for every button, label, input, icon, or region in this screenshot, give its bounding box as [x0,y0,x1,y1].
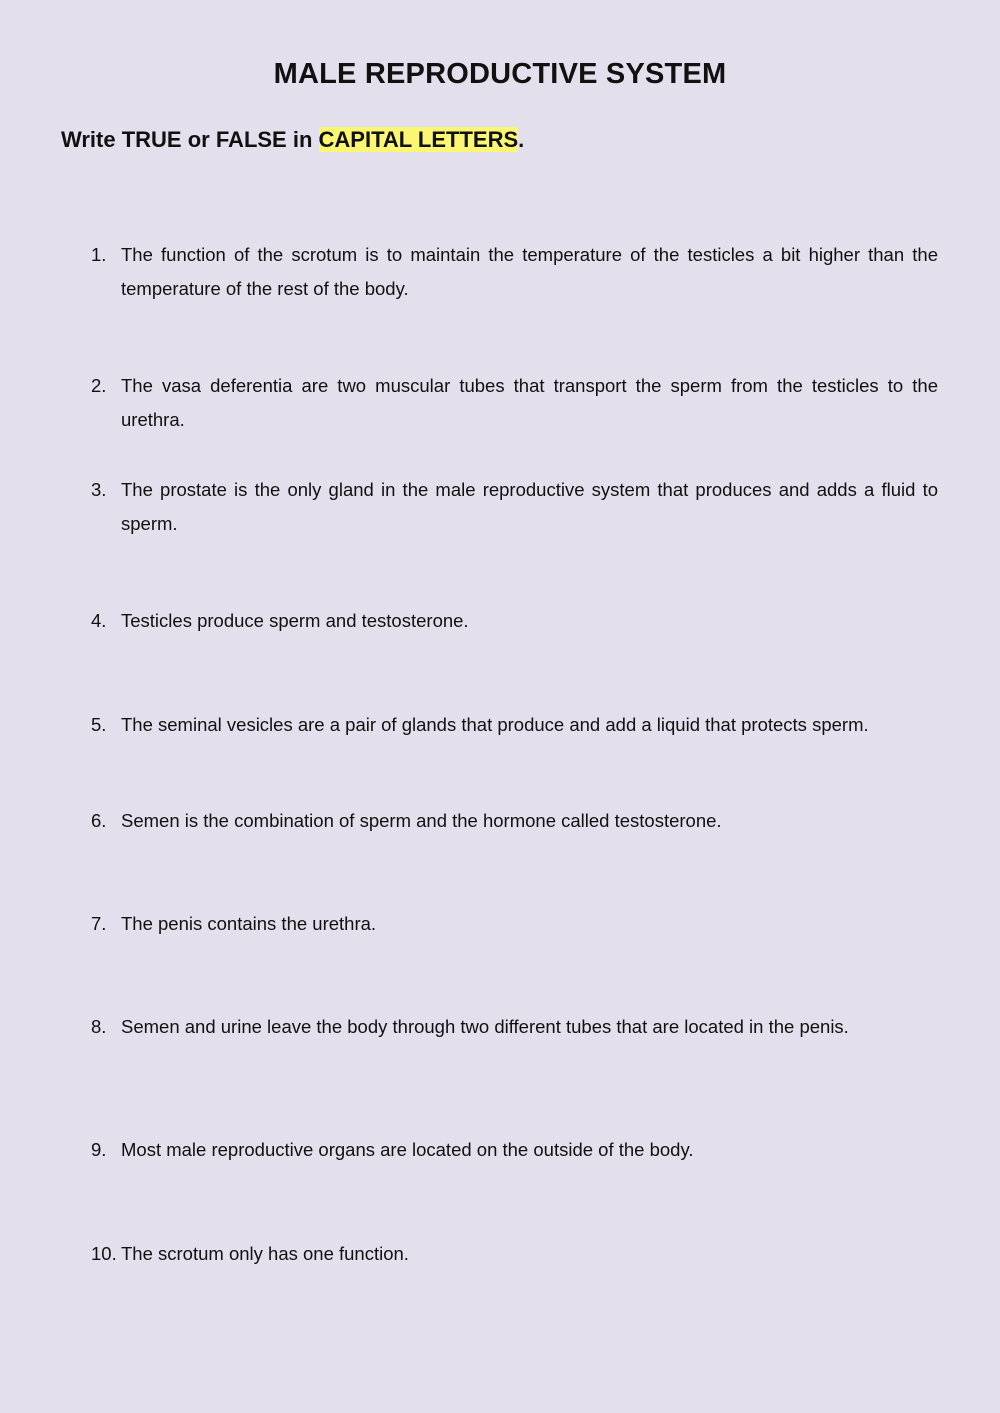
question-7 [91,907,938,941]
question-9 [91,1133,938,1167]
instruction-suffix: . [518,127,525,152]
question-4 [91,604,938,638]
question-6 [91,804,938,838]
question-number: 7. [91,913,107,934]
question-number: 4. [91,610,107,631]
question-number: 5. [91,714,107,735]
question-10 [91,1237,938,1271]
question-text: The function of the scrotum is to maintain the temperature of the testicles a bit higher than the temperature of the rest of the body. [121,244,938,299]
question-8 [91,1010,938,1044]
question-text: Most male reproductive organs are located on the outside of the body. [121,1139,694,1160]
question-text: The penis contains the urethra. [121,913,377,934]
question-number: 1. [91,244,107,265]
instruction-highlight: CAPITAL LETTERS [318,127,519,152]
question-number: 6. [91,810,107,831]
question-text: Semen is the combination of sperm and the hormone called testosterone. [121,810,722,831]
question-text: The seminal vesicles are a pair of glands that produce and add a liquid that protects sperm. [121,714,869,735]
instruction [61,127,524,153]
question-text: The prostate is the only gland in the male reproductive system that produces and adds a fluid to sperm. [121,479,938,534]
question-2 [91,369,938,437]
question-number: 2. [91,375,107,396]
question-text: Testicles produce sperm and testosterone. [121,610,469,631]
page-title: MALE REPRODUCTIVE SYSTEM [273,58,727,90]
question-number: 8. [91,1016,107,1037]
question-number: 9. [91,1139,107,1160]
question-number: 10. [91,1243,117,1264]
question-text: The scrotum only has one function. [121,1243,409,1264]
question-1 [91,238,938,306]
instruction-prefix: Write TRUE or FALSE in [61,127,319,152]
question-text: Semen and urine leave the body through two different tubes that are located in the penis. [121,1016,849,1037]
question-number: 3. [91,479,107,500]
question-5 [91,708,938,742]
question-text: The vasa deferentia are two muscular tubes that transport the sperm from the testicles to the urethra. [121,375,938,430]
question-3 [91,473,938,541]
